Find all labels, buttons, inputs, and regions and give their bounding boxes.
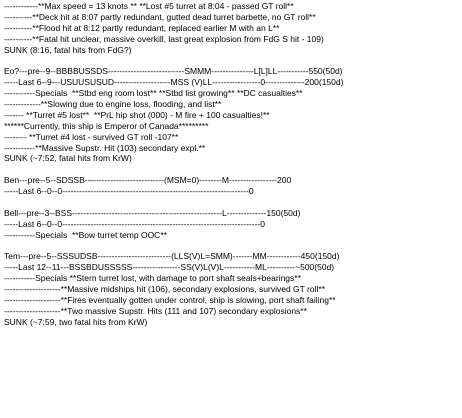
specials-line: -----------Specials **Bow turret temp OOC** — [4, 229, 167, 240]
text-line: ------- **Turret #5 lost** **PrL hip shot (000) - M fire + 100 casualties!** — [4, 109, 270, 120]
specials-line: -----------Specials **Stbd eng room lost** **Stbd list growing** **DC casualties** — [4, 88, 303, 99]
text-line: -----------**Massive Supstr. Hit (103) secondary expl.** — [4, 142, 206, 153]
ship-last-line: -----Last 6--0--0----------------------------------------------------------------------0 — [4, 218, 265, 229]
blank-line — [4, 241, 462, 252]
text-line: -------------**Slowing due to engine loss, flooding, and list** — [4, 99, 222, 110]
text-line: --------------------**Fires eventually gotten under control, ship is slowing, port shaft failing** — [4, 295, 336, 306]
blank-line — [4, 197, 462, 208]
ship-header-line: Tem---pre--5--SSSUDSB--------------------------(LLS(V)L=SMM)-------MM------------450(150d) — [4, 251, 340, 262]
sunk-line: SUNK (8:16, fatal hits from FdG?) — [4, 44, 132, 55]
text-line: ******Currently, this ship is Emperor of Canada********* — [4, 120, 209, 131]
blank-line — [4, 164, 462, 175]
ship-last-line: -----Last 6--0--0------------------------------------------------------------------0 — [4, 186, 254, 197]
text-line: ----------**Flood hit at 8:12 partly redundant, replaced earlier M with an L** — [4, 22, 280, 33]
ship-last-line: -----Last 12--11---BSSBDUSSSSS-----------------SS(V)L(V)L-----------ML----------~500(50d) — [4, 262, 335, 273]
blank-line — [4, 55, 462, 66]
text-line: ----------**Deck hit at 8:07 partly redundant, gutted dead turret barbette, no GT roll** — [4, 11, 316, 22]
sunk-line: SUNK (~7:59, two fatal hits from KrW) — [4, 316, 148, 327]
ship-header-line: Eo?---pre--9--BBBBUSSDS---------------------------SMMM---------------L[L]LL-----------550(50d) — [4, 66, 343, 77]
text-line: --------------------**Massive midships hit (106), secondary explosions, survived GT roll** — [4, 284, 326, 295]
sunk-line: SUNK (~7:52, fatal hits from KrW) — [4, 153, 132, 164]
text-line: ----------**Fatal hit unclear, massive overkill, last great explosion from FdG S hit - 109) — [4, 33, 324, 44]
text-line: ------------**Max speed = 13 knots ** **Lost #5 turret at 8:04 - passed GT roll** — [4, 1, 294, 11]
ship-header-line: Ben---pre--5--SDSSB----------------------------(MSM=0)--------M-----------------200 — [4, 175, 292, 186]
ship-last-line: -----Last 6--9---USUUSUSUD--------------------MSS (V)LL-----------------0--------------200(150d) — [4, 77, 344, 88]
ship-header-line: Bell---pre--3--BSS-----------------------------------------------------L--------------150(50d) — [4, 207, 301, 218]
text-line: --------------------**Two massive Supstr. Hits (111 and 107) secondary explosions** — [4, 305, 307, 316]
specials-line: -----------Specials **Stern turret lost, with damage to port shaft seals+bearings** — [4, 273, 301, 284]
text-line: -------- **Turret #4 lost - survived GT roll -107** — [4, 131, 179, 142]
